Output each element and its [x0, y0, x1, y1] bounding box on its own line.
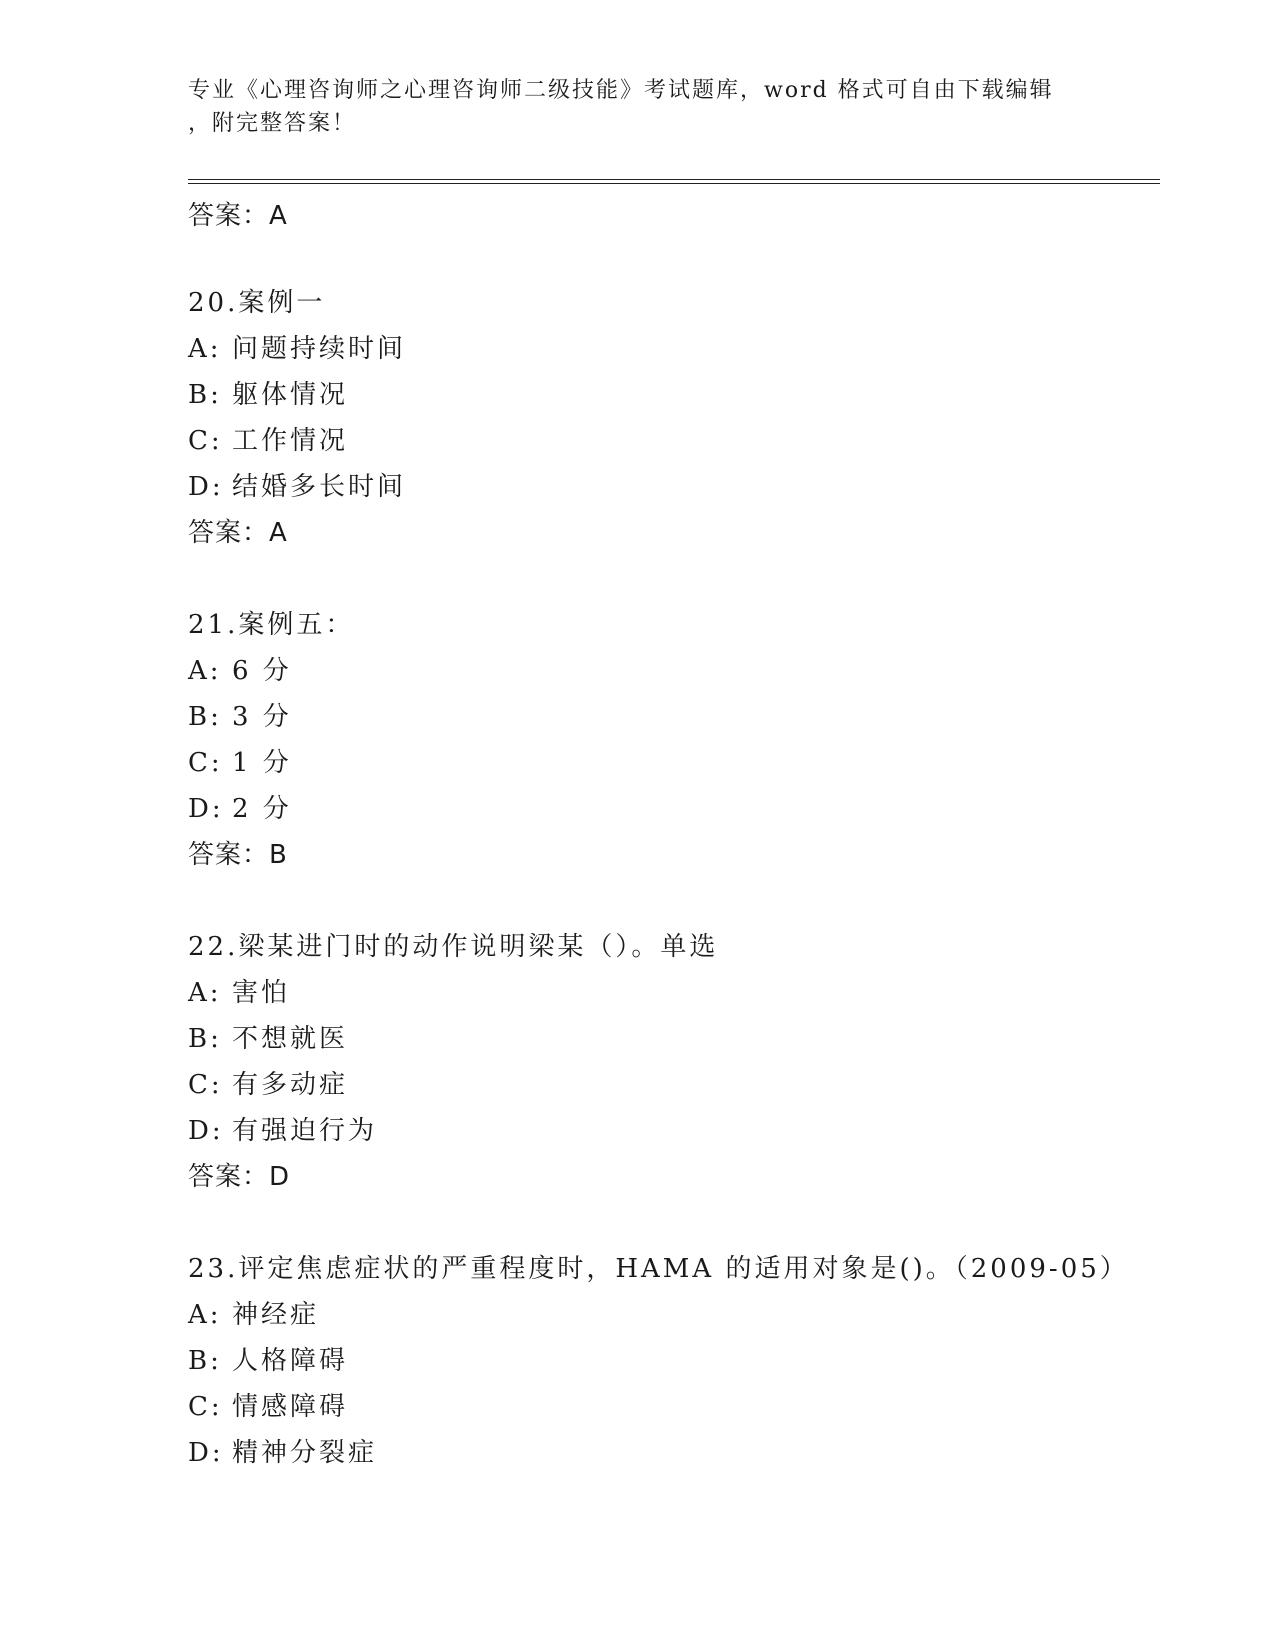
answer: 答案：D: [188, 1162, 291, 1192]
header-divider-top: [188, 179, 1160, 180]
question-title: 21.案例五：: [188, 610, 355, 640]
option-a: A: 害怕: [188, 978, 291, 1008]
option-a: A: 问题持续时间: [188, 334, 407, 364]
question-23: [188, 1246, 1148, 1476]
option-c: C: 1 分: [188, 748, 292, 778]
answer: 答案：A: [188, 518, 288, 548]
option-a: A: 神经症: [188, 1300, 320, 1330]
header-line-1: 专业《心理咨询师之心理咨询师二级技能》考试题库，word 格式可自由下载编辑: [188, 78, 1054, 103]
option-d: D: 有强迫行为: [188, 1116, 378, 1146]
header-divider-bottom: [188, 183, 1160, 184]
question-list: [188, 280, 1148, 1522]
option-b: B: 躯体情况: [188, 380, 349, 410]
question-title: 23.评定焦虑症状的严重程度时，HAMA 的适用对象是()。（2009-05）: [188, 1254, 1129, 1284]
question-title: 20.案例一: [188, 288, 326, 318]
answer-value: A: [269, 201, 288, 231]
option-c: C: 有多动症: [188, 1070, 349, 1100]
question-22: [188, 924, 1148, 1200]
question-title: 22.梁某进门时的动作说明梁某（）。单选: [188, 932, 719, 962]
question-20: [188, 280, 1148, 556]
question-21: [188, 602, 1148, 878]
previous-answer: [188, 193, 288, 239]
option-c: C: 情感障碍: [188, 1392, 349, 1422]
option-c: C: 工作情况: [188, 426, 349, 456]
option-b: B: 人格障碍: [188, 1346, 349, 1376]
answer: 答案：B: [188, 840, 288, 870]
answer-label: 答案：: [188, 201, 270, 231]
option-d: D: 2 分: [188, 794, 292, 824]
document-header: [188, 74, 1068, 140]
option-d: D: 结婚多长时间: [188, 472, 407, 502]
option-a: A: 6 分: [188, 656, 292, 686]
option-d: D: 精神分裂症: [188, 1438, 378, 1468]
option-b: B: 不想就医: [188, 1024, 349, 1054]
option-b: B: 3 分: [188, 702, 292, 732]
header-line-2: ，附完整答案！: [188, 111, 357, 136]
